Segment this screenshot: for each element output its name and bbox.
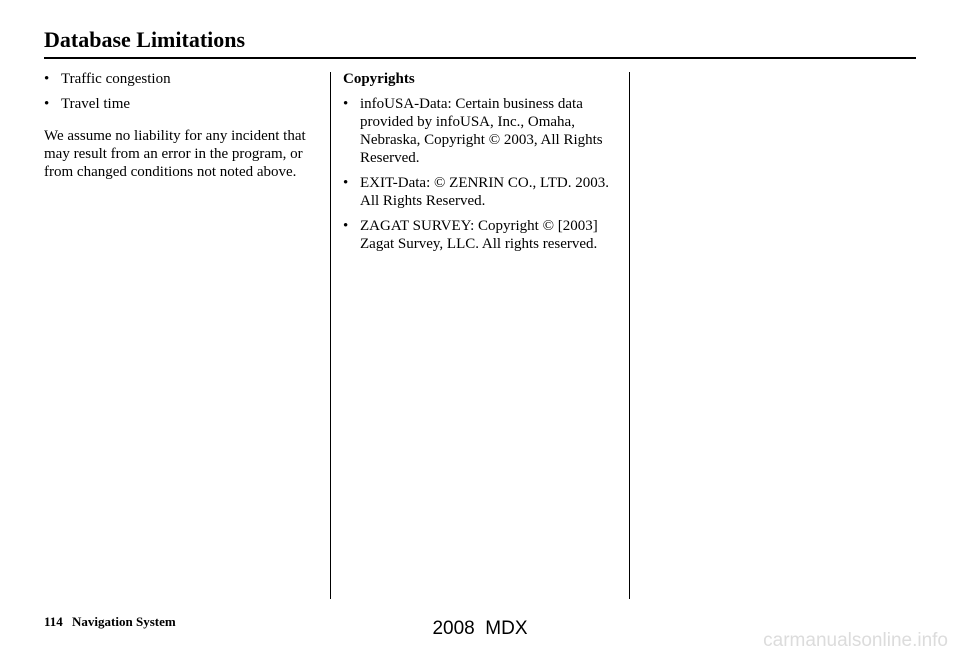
- bullet-exit-data: • EXIT-Data: © ZENRIN CO., LTD. 2003. All Rights Reserved.: [343, 174, 625, 210]
- model-watermark: 2008 MDX: [432, 618, 528, 639]
- bullet-traffic-congestion: • Traffic congestion: [44, 70, 326, 88]
- middle-column: [343, 70, 625, 260]
- bullet-travel-time: • Travel time: [44, 95, 326, 113]
- bullet-zagat: • ZAGAT SURVEY: Copyright © [2003] Zagat Survey, LLC. All rights reserved.: [343, 217, 625, 253]
- column-divider-1: [330, 72, 331, 599]
- footer-section-name: Navigation System: [72, 614, 176, 629]
- left-bullet-list: [44, 70, 326, 113]
- title-rule: [44, 57, 916, 59]
- page-number: 114: [44, 614, 63, 629]
- column-divider-2: [629, 72, 630, 599]
- site-watermark: carmanualsonline.info: [763, 630, 948, 651]
- copyrights-heading: Copyrights: [343, 71, 415, 87]
- page-title: Database Limitations: [44, 27, 246, 52]
- copyright-bullet-list: [343, 95, 625, 253]
- left-column: [44, 70, 326, 181]
- liability-paragraph: We assume no liability for any incident that may result from an error in the program, or from changed conditions not noted above.: [44, 128, 306, 180]
- bullet-infousa: • infoUSA-Data: Certain business data provided by infoUSA, Inc., Omaha, Nebraska, Copyright © 2003, All Rights Reserved.: [343, 95, 625, 167]
